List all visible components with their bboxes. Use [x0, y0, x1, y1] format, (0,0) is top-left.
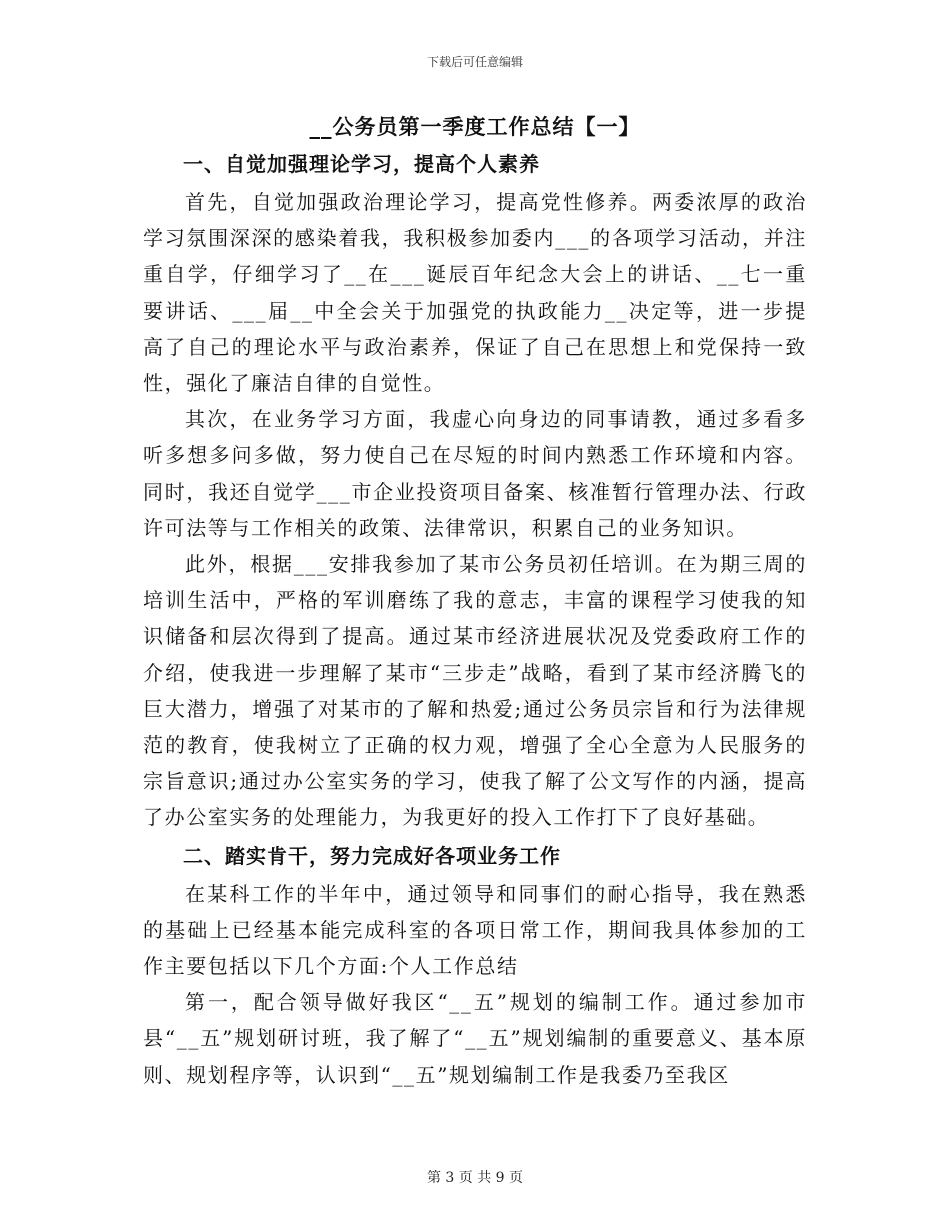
paragraph: 在某科工作的半年中，通过领导和同事们的耐心指导，我在熟悉的基础上已经基本能完成科室的各项日常工作，期间我具体参加的工作主要包括以下几个方面:个人工作总结 [143, 881, 807, 979]
section-heading-1: 一、自觉加强理论学习，提高个人素养 [183, 152, 540, 176]
paragraph: 第一，配合领导做好我区“__五”规划的编制工作。通过参加市县“__五”规划研讨班，我了解了“__五”规划编制的重要意义、基本原则、规划程序等，认识到“__五”规划编制工作是我委乃至我区 [143, 990, 807, 1087]
page-title: __公务员第一季度工作总结【一】 [309, 114, 641, 139]
page-number-footer: 第 3 页 共 9 页 [426, 1170, 524, 1186]
section-heading-2: 二、踏实肯干，努力完成好各项业务工作 [183, 843, 561, 868]
paragraph: 此外，根据___安排我参加了某市公务员初任培训。在为期三周的培训生活中，严格的军训磨练了我的意志，丰富的课程学习使我的知识储备和层次得到了提高。通过某市经济进展状况及党委政府工作的介绍，使我进一步理解了某市“三步走”战略，看到了某市经济腾飞的巨大潜力，增强了对某市的了解和热爱;通过公务员宗旨和行为法律规范的教育，使我树立了正确的权力观，增强了全心全意为人民服务的宗旨意识;通过办公室实务的学习，使我了解了公文写作的内涵，提高了办公室实务的处理能力，为我更好的投入工作打下了良好基础。 [143, 552, 807, 830]
document-body [143, 144, 807, 1093]
paragraph: 其次，在业务学习方面，我虚心向身边的同事请教，通过多看多听多想多问多做，努力使自己在尽短的时间内熟悉工作环境和内容。同时，我还自觉学___市企业投资项目备案、核准暂行管理办法、行政许可法等与工作相关的政策、法律常识，积累自己的业务知识。 [143, 407, 807, 540]
page-header-note: 下载后可任意编辑 [426, 55, 523, 69]
paragraph: 首先，自觉加强政治理论学习，提高党性修养。两委浓厚的政治学习氛围深深的感染着我，我积极参加委内___的各项学习活动，并注重自学，仔细学习了__在___诞辰百年纪念大会上的讲话、__七一重要讲话、___届__中全会关于加强党的执政能力__决定等，进一步提高了自己的理论水平与政治素养，保证了自己在思想上和党保持一致性，强化了廉洁自律的自觉性。 [143, 190, 807, 396]
